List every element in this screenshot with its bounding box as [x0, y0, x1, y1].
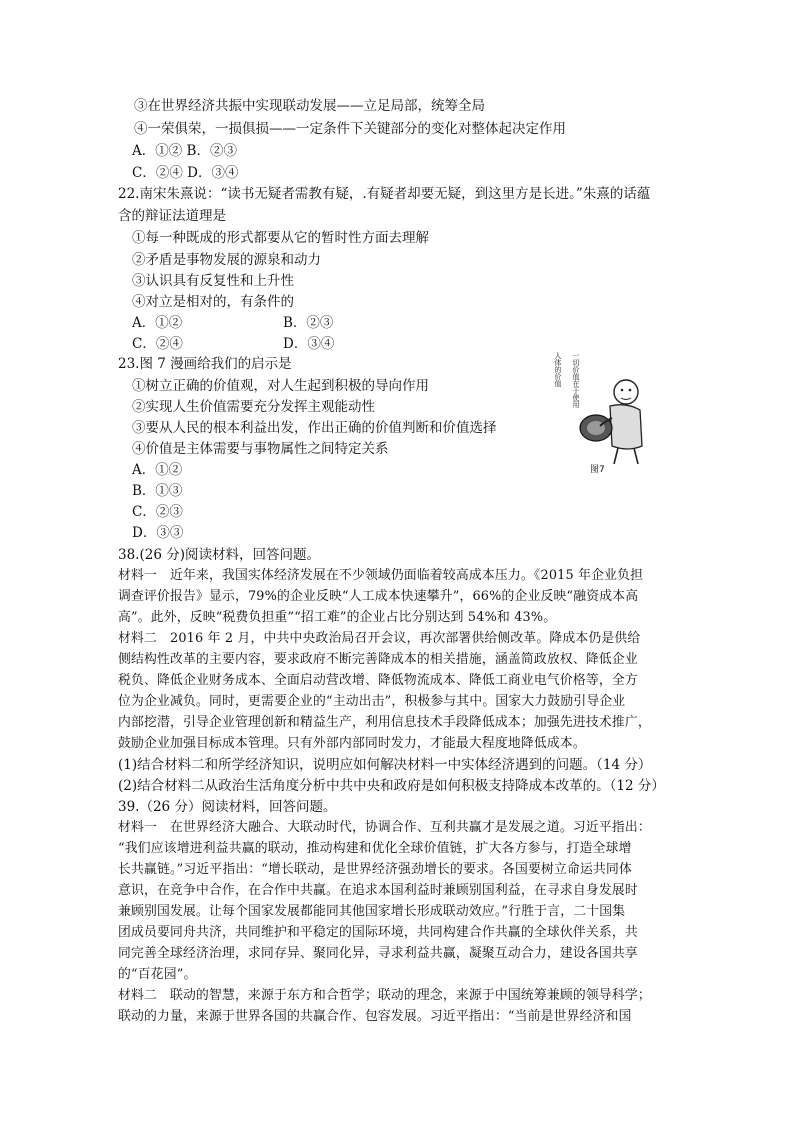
material-line: “我们应该增进利益共赢的联动，推动构建和优化全球价值链，扩大各方参与，打造全球增	[118, 841, 632, 856]
figure-caption: 图7	[590, 465, 605, 475]
statement-item: ③认识具有反复性和上升性	[132, 273, 294, 289]
statement-item: ③要从人民的根本利益出发，作出正确的价值判断和价值选择	[132, 420, 497, 436]
answer-option: B．①③	[132, 483, 183, 499]
question-38-stem: 38.(26 分)阅读材料，回答问题。	[118, 547, 320, 563]
figure-body	[610, 405, 642, 449]
material-line: 位为企业减负。同时，更需要企业的“主动出击”，积极参与其中。国家大力鼓励引导企业	[118, 694, 626, 709]
material-line: 兼顾别国发展。让每个国家发展都能同其他国家增长形成联动效应。”行胜于言，二十国集	[118, 904, 626, 919]
answer-option: C．②③	[132, 504, 183, 520]
sub-question: (1)结合材料二和所学经济知识，说明应如何解决材料一中实体经济遇到的问题。（14 分）	[118, 757, 652, 773]
answer-option: A．①②	[132, 462, 183, 478]
material-line: 税负、降低企业财务成本、全面启动营改增、降低物流成本、降低工商业电气价格等，全方	[118, 673, 638, 688]
statement-item: ④对立是相对的，有条件的	[132, 294, 294, 310]
statement-item: ①树立正确的价值观，对人生起到积极的导向作用	[132, 378, 429, 394]
cartoon-illustration	[548, 346, 648, 476]
answer-option: C．②④	[132, 336, 183, 352]
material-line: 高”。此外，反映“税费负担重”“招工难”的企业占比分别达到 54%和 43%。	[118, 610, 557, 625]
material-line: 材料一 近年来，我国实体经济发展在不少领域仍面临着较高成本压力。《2015 年企业负担	[118, 568, 644, 583]
answer-options: C．②④ D．③④	[132, 165, 239, 181]
material-line: 意识，在竞争中合作，在合作中共赢。在追求本国利益时兼顾别国利益，在寻求自身发展时	[118, 883, 638, 898]
text-line: ④一荣俱荣，一损俱损——一定条件下关键部分的变化对整体起决定作用	[134, 121, 566, 137]
cartoon-figure-7	[548, 346, 648, 476]
material-line: 的“百花园”。	[118, 967, 197, 982]
question-22-stem: 含的辩证法道理是	[118, 208, 226, 224]
bubble-text-2: 一切价值在于使用	[572, 352, 580, 408]
answer-option: D．③③	[132, 525, 184, 541]
question-23-stem: 23.图 7 漫画给我们的启示是	[118, 356, 292, 372]
figure-head	[614, 380, 638, 404]
statement-item: ②实现人生价值需要充分发挥主观能动性	[132, 399, 375, 415]
statement-item: ④价值是主体需要与事物属性之间特定关系	[132, 441, 389, 457]
answer-options: A．①② B．②③	[132, 143, 237, 159]
material-line: 材料一 在世界经济大融合、大联动时代，协调合作、互利共赢才是发展之道。习近平指出：	[118, 820, 651, 835]
material-line: 调查评价报告》显示，79%的企业反映“人工成本快速攀升”，66%的企业反映“融资成本高	[118, 589, 639, 604]
answer-option: A．①②	[132, 315, 183, 331]
material-line: 侧结构性改革的主要内容，要求政府不断完善降成本的相关措施，涵盖简政放权、降低企业	[118, 652, 638, 667]
answer-option: D．③④	[283, 336, 335, 352]
material-line: 团成员要同舟共济，共同维护和平稳定的国际环境，共同构建合作共赢的全球伙伴关系，共	[118, 925, 638, 940]
material-line: 长共赢链。”习近平指出：“增长联动，是世界经济强劲增长的要求。各国要树立命运共同体	[118, 862, 632, 877]
question-39-stem: 39.（26 分）阅读材料，回答问题。	[118, 799, 337, 815]
material-line: 联动的力量，来源于世界各国的共赢合作、包容发展。习近平指出：“当前是世界经济和国	[118, 1009, 632, 1024]
answer-option: B．②③	[283, 315, 334, 331]
material-line: 材料二 2016 年 2 月，中共中央政治局召开会议，再次部署供给侧改革。降成本仍是供给	[118, 631, 641, 646]
statement-item: ①每一种既成的形式都要从它的暂时性方面去理解	[132, 230, 429, 246]
material-line: 内部挖潜，引导企业管理创新和精益生产，利用信息技术手段降低成本；加强先进技术推广，	[118, 715, 651, 730]
text-line: ③在世界经济共振中实现联动发展——立足局部，统筹全局	[134, 98, 485, 114]
material-line: 同完善全球经济治理，求同存异、聚同化异，寻求利益共赢，凝聚互动合力，建设各国共享	[118, 946, 638, 961]
material-line: 材料二 联动的智慧，来源于东方和合哲学；联动的理念，来源于中国统筹兼顾的领导科学；	[118, 988, 651, 1003]
material-line: 鼓励企业加强目标成本管理。只有外部内部同时发力，才能最大程度地降低成本。	[118, 736, 586, 751]
question-22-stem: 22.南宋朱熹说：“读书无疑者需教有疑，.有疑者却要无疑，到这里方是长进。”朱熹的话蕴	[118, 186, 651, 202]
statement-item: ②矛盾是事物发展的源泉和动力	[132, 252, 321, 268]
bubble-text-1: 人体的价值	[554, 352, 562, 387]
sub-question: (2)结合材料二从政治生活角度分析中共中央和政府是如何积极支持降成本改革的。（12 分）	[118, 778, 665, 794]
